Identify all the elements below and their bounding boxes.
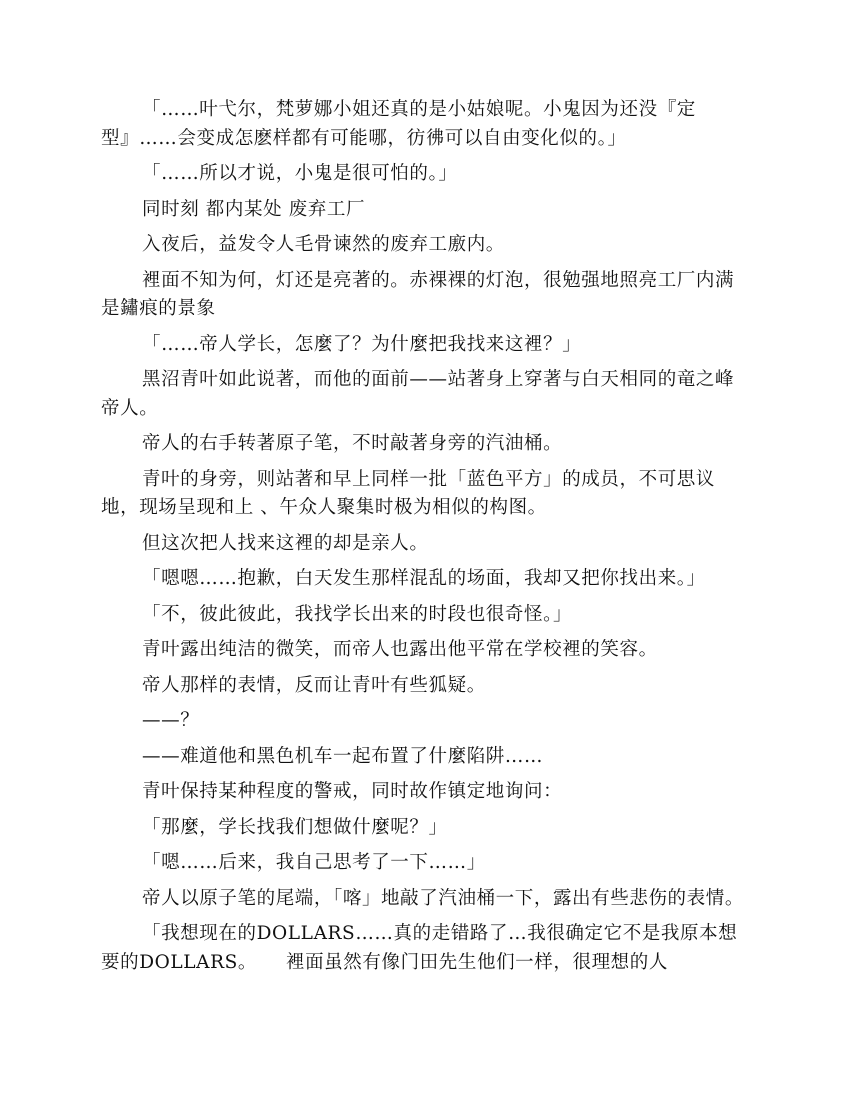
paragraph: 「……所以才说，小鬼是很可怕的。」: [142, 163, 458, 184]
paragraph: 青叶保持某种程度的警戒，同时故作镇定地询问：: [142, 781, 563, 802]
paragraph: 「那麼，学长找我们想做什麼呢？」: [142, 816, 448, 838]
paragraph: 青叶露出纯洁的微笑，而帝人也露出他平常在学校裡的笑容。: [142, 639, 658, 660]
paragraph: 「不，彼此彼此，我找学长出来的时段也很奇怪。」: [142, 603, 573, 625]
paragraph: 但这次把人找来这裡的却是亲人。: [142, 532, 429, 554]
paragraph: 黑沼青叶如此说著，而他的面前——站著身上穿著与白天相同的竜之峰帝人。: [101, 369, 735, 419]
document-body: [101, 96, 749, 984]
paragraph: 帝人那样的表情，反而让青叶有些狐疑。: [142, 674, 486, 696]
paragraph: 「我想现在的DOLLARS……真的走错路了…我很确定它不是我原本想要的DOLLARS。 裡面虽然有像门田先生他们一样，很理想的人: [101, 923, 738, 973]
paragraph: ——难道他和黑色机车一起布置了什麼陷阱……: [142, 745, 544, 767]
paragraph: 「……帝人学长，怎麼了？为什麼把我找来这裡？」: [142, 333, 582, 355]
paragraph: 青叶的身旁，则站著和早上同样一批「蓝色平方」的成员，不可思议地，现场呈现和上 、午众人聚集时极为相似的构图。: [101, 468, 716, 518]
paragraph: 「……叶弋尔，梵萝娜小姐还真的是小姑娘呢。小鬼因为还没『定型』……会变成怎麽样都有可能哪，彷彿可以自由变化似的。」: [101, 99, 696, 149]
paragraph: ——？: [142, 710, 200, 731]
paragraph: 帝人的右手转著原子笔，不时敲著身旁的汽油桶。: [142, 433, 563, 454]
paragraph: 「嗯嗯……抱歉，白天发生那样混乱的场面，我却又把你找出来。」: [142, 568, 706, 589]
paragraph: 裡面不知为何，灯还是亮著的。赤裸裸的灯泡，很勉强地照亮工厂内满是鏽痕的景象: [101, 269, 735, 319]
paragraph: 同时刻 都内某处 废弃工厂: [142, 198, 366, 220]
paragraph: 「嗯……后来，我自己思考了一下……」: [142, 852, 486, 873]
paragraph: 入夜后，益发令人毛骨谏然的废弃工廒内。: [142, 234, 505, 255]
paragraph: 帝人以原子笔的尾端，「喀」地敲了汽油桶一下，露出有些悲伤的表情。: [142, 887, 744, 909]
